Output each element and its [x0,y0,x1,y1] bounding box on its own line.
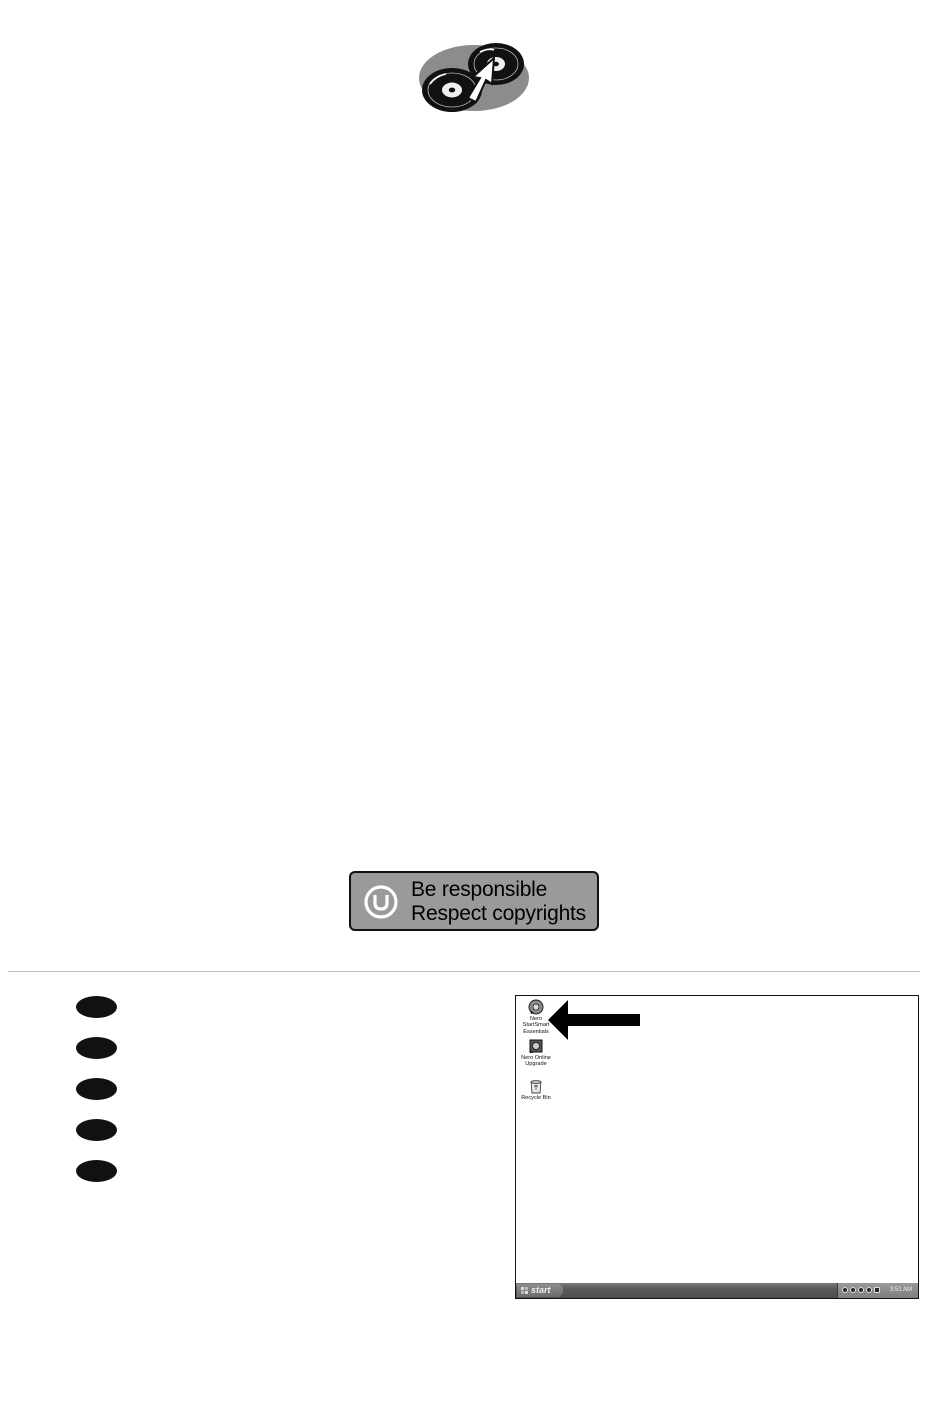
badge-line-1: Be responsible [411,878,548,901]
language-marker [76,1078,117,1100]
philips-smile-icon [364,885,398,919]
section-divider [8,971,920,972]
tray-app-icon[interactable] [866,1287,872,1293]
tray-update-icon[interactable] [858,1287,864,1293]
windows-flag-icon [521,1287,528,1294]
start-button[interactable] [517,1284,563,1297]
desktop-icon-recycle-bin[interactable] [515,1078,558,1101]
taskbar-clock[interactable]: 3:51 AM [889,1287,912,1293]
nero-upgrade-icon [528,1038,544,1054]
start-label: start [531,1285,551,1295]
language-marker [76,1037,117,1059]
system-tray [837,1283,918,1298]
tray-volume-icon[interactable] [850,1287,856,1293]
language-marker [76,1119,117,1141]
nero-startsmart-icon [528,999,544,1015]
recycle-bin-icon [528,1078,544,1094]
desktop-icon-nero-online-upgrade[interactable] [515,1038,558,1068]
pointer-arrow-icon [546,998,642,1042]
tray-nero-icon[interactable] [874,1287,880,1293]
desktop-icon-label: Nero StartSmart Essentials [522,1016,550,1035]
desktop-icon-label: Nero Online Upgrade [521,1055,551,1068]
language-marker [76,996,117,1018]
taskbar [516,1283,918,1298]
tray-network-icon[interactable] [842,1287,848,1293]
badge-text [411,878,586,926]
badge-line-2: Respect copyrights [411,902,586,925]
desktop-icon-label: Recycle Bin [521,1095,551,1101]
copyright-badge [349,871,599,931]
cd-copy-icon [418,40,530,116]
language-marker [76,1160,117,1182]
